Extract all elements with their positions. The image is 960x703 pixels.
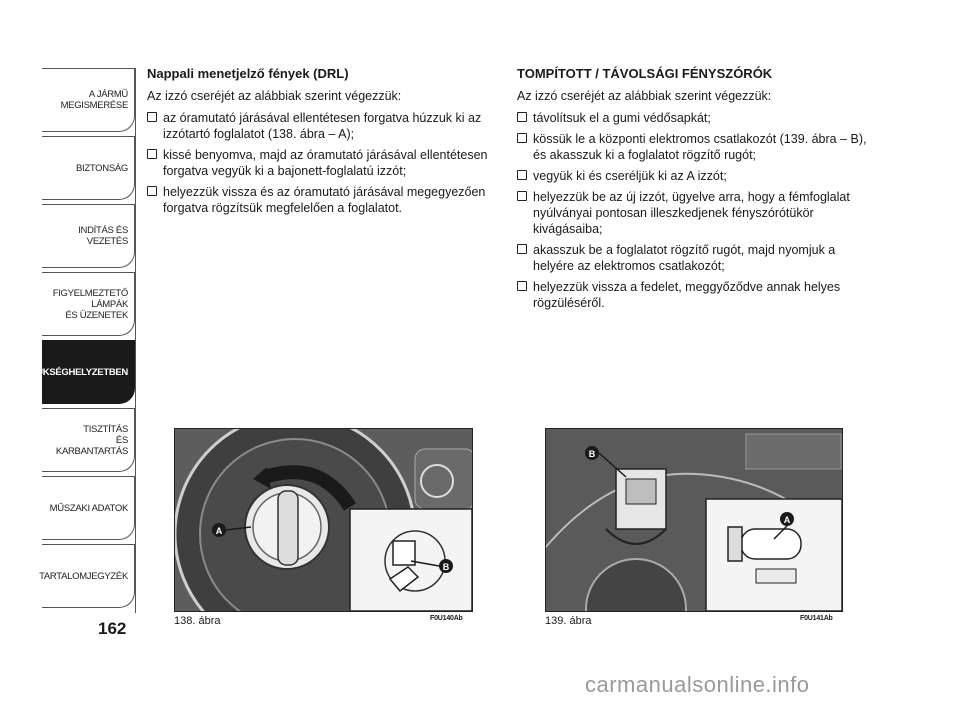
- drl-bulb-illustration: [175, 429, 472, 611]
- checkbox-bullet-icon: [147, 112, 157, 122]
- page-number: 162: [98, 619, 127, 638]
- checkbox-bullet-icon: [517, 281, 527, 291]
- list-item: [147, 110, 497, 142]
- watermark: carmanualsonline.info: [585, 672, 810, 697]
- drl-section: [147, 66, 497, 221]
- figure-138-code: F0U140Ab: [430, 615, 463, 622]
- list-item-text: helyezzük vissza a fedelet, meggyőződve annak helyes rögzüléséről.: [533, 280, 841, 310]
- list-item-text: távolítsuk el a gumi védősapkát;: [533, 111, 711, 125]
- list-item: [517, 110, 877, 126]
- figure-138-label-b: B: [442, 562, 450, 572]
- list-item-text: akasszuk be a foglalatot rögzítő rugót, majd nyomjuk a helyére az elektromos csatlakozót;: [533, 243, 836, 273]
- tab-biztonsag[interactable]: BIZTONSÁG: [42, 136, 135, 200]
- list-item: [517, 189, 877, 237]
- checkbox-bullet-icon: [147, 186, 157, 196]
- list-item: [147, 184, 497, 216]
- list-item-text: vegyük ki és cseréljük ki az A izzót;: [533, 169, 727, 183]
- tab-muszaki-adatok[interactable]: MŰSZAKI ADATOK: [42, 476, 135, 540]
- figure-138-label-a: A: [215, 526, 223, 536]
- list-item-text: helyezzük vissza és az óramutató járásával megegyezően forgatva rögzítsük megfelelően a foglalatot.: [163, 185, 486, 215]
- checkbox-bullet-icon: [517, 112, 527, 122]
- list-item: [517, 131, 877, 163]
- figure-139-caption: 139. ábra: [545, 615, 592, 627]
- figure-138-image: [174, 428, 473, 612]
- checkbox-bullet-icon: [517, 170, 527, 180]
- checkbox-bullet-icon: [517, 191, 527, 201]
- figure-139-image: [545, 428, 843, 612]
- tab-tartalomjegyzek[interactable]: TARTALOMJEGYZÉK: [42, 544, 135, 608]
- figure-138-caption: 138. ábra: [174, 615, 221, 627]
- tab-figyelmezteto-lampak[interactable]: FIGYELMEZTETŐ LÁMPÁK ÉS ÜZENETEK: [42, 272, 135, 336]
- list-item-text: helyezzük be az új izzót, ügyelve arra, hogy a fémfoglalat nyúlványai pontosan illeszkedjenek fényszórótükör kivágásaiba;: [533, 190, 850, 236]
- checkbox-bullet-icon: [517, 133, 527, 143]
- drl-heading: Nappali menetjelző fények (DRL): [147, 66, 349, 81]
- headlight-bulb-illustration: [546, 429, 842, 611]
- figure-139-code: F0U141Ab: [800, 615, 833, 622]
- drl-intro: Az izzó cseréjét az alábbiak szerint végezzük:: [147, 89, 402, 103]
- headlight-section: [517, 66, 877, 316]
- tab-szukseghelyzetben[interactable]: SZÜKSÉGHELYZETBEN: [42, 340, 135, 404]
- list-item: [517, 242, 877, 274]
- list-item-text: az óramutató járásával ellentétesen forgatva húzzuk ki az izzótartó foglalatot (138. ábra – A);: [163, 111, 482, 141]
- list-item: [517, 168, 877, 184]
- list-item: [147, 147, 497, 179]
- list-item-text: kissé benyomva, majd az óramutató járásával ellentétesen forgatva vegyük ki a bajonett-foglalatú izzót;: [163, 148, 488, 178]
- figure-139-label-a: A: [783, 515, 791, 525]
- figure-139-label-b: B: [588, 449, 596, 459]
- tab-jarmu-megismerese[interactable]: A JÁRMŰ MEGISMERÉSE: [42, 68, 135, 132]
- headlight-heading: TOMPÍTOTT / TÁVOLSÁGI FÉNYSZÓRÓK: [517, 66, 773, 81]
- list-item: [517, 279, 877, 311]
- checkbox-bullet-icon: [517, 244, 527, 254]
- checkbox-bullet-icon: [147, 149, 157, 159]
- sidebar-divider: [135, 68, 136, 613]
- tab-tisztitas-karbantartas[interactable]: TISZTÍTÁS ÉS KARBANTARTÁS: [42, 408, 135, 472]
- list-item-text: kössük le a központi elektromos csatlakozót (139. ábra – B), és akasszuk ki a foglalatot rögzítő rugót;: [533, 132, 867, 162]
- tab-inditas-es-vezetes[interactable]: INDÍTÁS ÉS VEZETÉS: [42, 204, 135, 268]
- headlight-intro: Az izzó cseréjét az alábbiak szerint végezzük:: [517, 89, 772, 103]
